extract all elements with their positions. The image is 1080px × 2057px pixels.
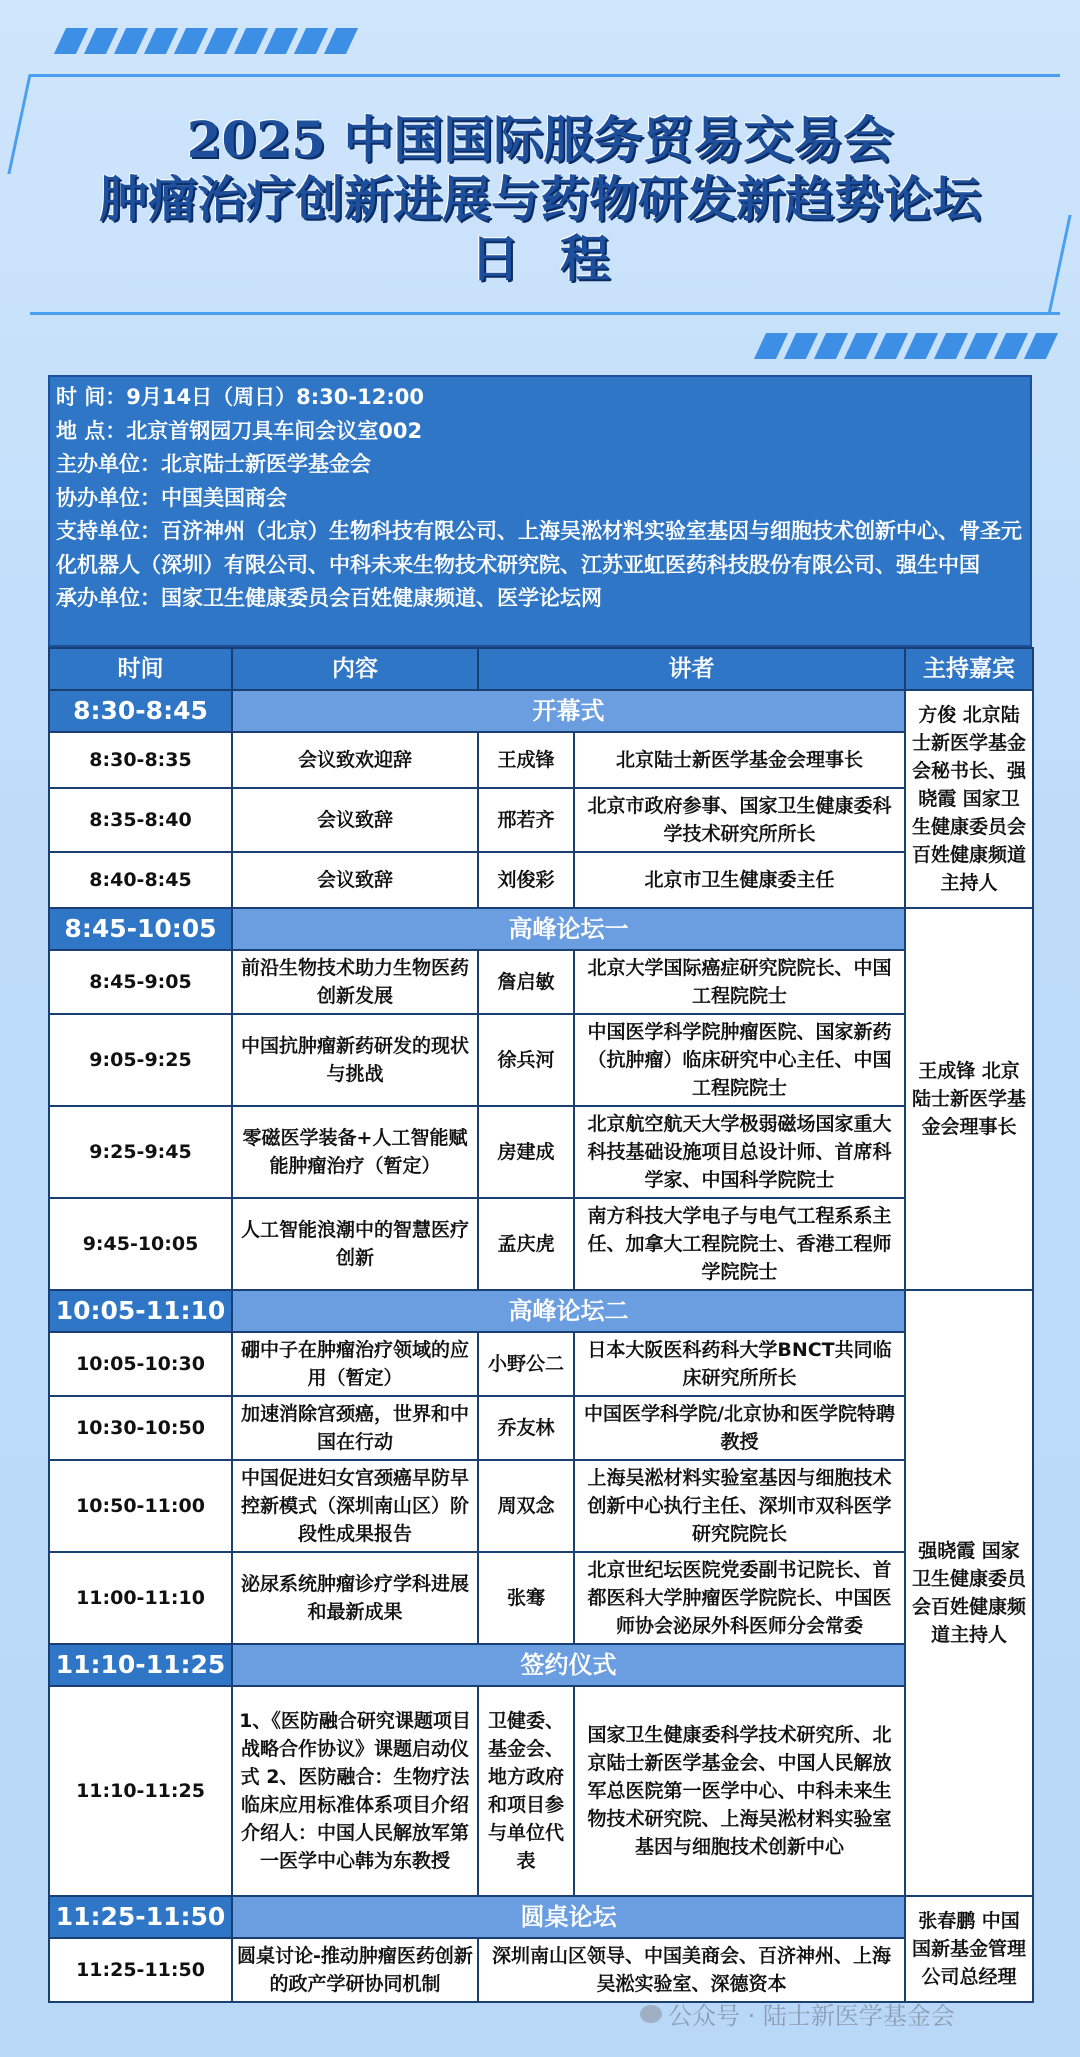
table-row bbox=[49, 1106, 1033, 1198]
frame-line-top bbox=[30, 74, 1060, 77]
row-speaker: 孟庆虎 bbox=[478, 1198, 574, 1290]
watermark-text: 公众号 · 陆士新医学基金会 bbox=[668, 2002, 955, 2030]
section-time: 8:30-8:45 bbox=[49, 690, 232, 732]
row-content: 中国促进妇女宫颈癌早防早控新模式（深圳南山区）阶段性成果报告 bbox=[232, 1460, 478, 1552]
host-cell: 张春鹏 中国国新基金管理公司总经理 bbox=[905, 1896, 1033, 2002]
row-time: 11:00-11:10 bbox=[49, 1552, 232, 1644]
table-row bbox=[49, 1552, 1033, 1644]
row-speaker-title: 日本大阪医科药科大学BNCT共同临床研究所所长 bbox=[574, 1332, 905, 1396]
row-content: 硼中子在肿瘤治疗领域的应用（暂定） bbox=[232, 1332, 478, 1396]
row-speaker: 房建成 bbox=[478, 1106, 574, 1198]
section-row-forum-2 bbox=[49, 1290, 1033, 1332]
section-time: 8:45-10:05 bbox=[49, 908, 232, 950]
host-cell: 方俊 北京陆士新医学基金会秘书长、强晓霞 国家卫生健康委员会百姓健康频道主持人 bbox=[905, 690, 1033, 908]
row-time: 8:35-8:40 bbox=[49, 788, 232, 852]
header-time: 时间 bbox=[49, 648, 232, 690]
section-time: 10:05-11:10 bbox=[49, 1290, 232, 1332]
row-speaker-title: 北京航空航天大学极弱磁场国家重大科技基础设施项目总设计师、首席科学家、中国科学院院士 bbox=[574, 1106, 905, 1198]
row-content: 会议致辞 bbox=[232, 852, 478, 908]
row-speaker: 卫健委、基金会、地方政府和项目参与单位代表 bbox=[478, 1686, 574, 1896]
row-time: 8:30-8:35 bbox=[49, 732, 232, 788]
wechat-icon bbox=[640, 2005, 662, 2023]
info-venue: 地 点：北京首钢园刀具车间会议室002 bbox=[56, 418, 423, 443]
row-speaker-title: 北京大学国际癌症研究院院长、中国工程院院士 bbox=[574, 950, 905, 1014]
decorative-stripes-middle bbox=[760, 333, 1052, 359]
header-speaker: 讲者 bbox=[478, 648, 905, 690]
row-speaker: 徐兵河 bbox=[478, 1014, 574, 1106]
section-row-opening bbox=[49, 690, 1033, 732]
info-supporters: 支持单位：百济神州（北京）生物科技有限公司、上海吴淞材料实验室基因与细胞技术创新中心、骨圣元化机器人（深圳）有限公司、中科未来生物技术研究院、江苏亚虹医药科技股份有限公司、强生中国 bbox=[56, 519, 1022, 577]
section-title: 圆桌论坛 bbox=[232, 1896, 905, 1938]
section-row-forum-1 bbox=[49, 908, 1033, 950]
row-time: 11:25-11:50 bbox=[49, 1938, 232, 2002]
row-content: 圆桌讨论-推动肿瘤医药创新的政产学研协同机制 bbox=[232, 1938, 478, 2002]
row-content: 零磁医学装备+人工智能赋能肿瘤治疗（暂定） bbox=[232, 1106, 478, 1198]
row-speaker-title: 中国医学科学院/北京协和医学院特聘教授 bbox=[574, 1396, 905, 1460]
header-host: 主持嘉宾 bbox=[905, 648, 1033, 690]
row-content: 中国抗肿瘤新药研发的现状与挑战 bbox=[232, 1014, 478, 1106]
section-title: 高峰论坛一 bbox=[232, 908, 905, 950]
host-cell: 强晓霞 国家卫生健康委员会百姓健康频道主持人 bbox=[905, 1290, 1033, 1896]
event-info-panel bbox=[48, 375, 1032, 647]
row-time: 8:40-8:45 bbox=[49, 852, 232, 908]
row-speaker: 刘俊彩 bbox=[478, 852, 574, 908]
row-content: 会议致辞 bbox=[232, 788, 478, 852]
row-speaker: 邢若齐 bbox=[478, 788, 574, 852]
section-row-roundtable bbox=[49, 1896, 1033, 1938]
table-row bbox=[49, 1198, 1033, 1290]
row-time: 10:05-10:30 bbox=[49, 1332, 232, 1396]
section-time: 11:25-11:50 bbox=[49, 1896, 232, 1938]
title-line-3: 日程 bbox=[470, 228, 650, 288]
header-content: 内容 bbox=[232, 648, 478, 690]
row-time: 9:05-9:25 bbox=[49, 1014, 232, 1106]
info-time: 时 间：9月14日（周日）8:30-12:00 bbox=[56, 385, 424, 409]
watermark bbox=[640, 1996, 955, 2031]
section-title: 开幕式 bbox=[232, 690, 905, 732]
row-speaker-title: 北京市政府参事、国家卫生健康委科学技术研究所所长 bbox=[574, 788, 905, 852]
info-organizer: 主办单位：北京陆士新医学基金会 bbox=[56, 452, 371, 476]
row-content: 会议致欢迎辞 bbox=[232, 732, 478, 788]
row-time: 10:50-11:00 bbox=[49, 1460, 232, 1552]
row-speakers-merged: 深圳南山区领导、中国美商会、百济神州、上海吴淞实验室、深德资本 bbox=[478, 1938, 905, 2002]
row-content: 泌尿系统肿瘤诊疗学科进展和最新成果 bbox=[232, 1552, 478, 1644]
row-content: 前沿生物技术助力生物医药创新发展 bbox=[232, 950, 478, 1014]
row-speaker: 小野公二 bbox=[478, 1332, 574, 1396]
table-row bbox=[49, 1460, 1033, 1552]
row-time: 8:45-9:05 bbox=[49, 950, 232, 1014]
host-cell: 王成锋 北京陆士新医学基金会理事长 bbox=[905, 908, 1033, 1290]
title-block bbox=[0, 110, 1080, 289]
row-content: 加速消除宫颈癌，世界和中国在行动 bbox=[232, 1396, 478, 1460]
row-speaker: 周双念 bbox=[478, 1460, 574, 1552]
section-title: 签约仪式 bbox=[232, 1644, 905, 1686]
row-speaker-title: 北京陆士新医学基金会理事长 bbox=[574, 732, 905, 788]
row-time: 10:30-10:50 bbox=[49, 1396, 232, 1460]
row-time: 11:10-11:25 bbox=[49, 1686, 232, 1896]
title-line-1: 2025 中国国际服务贸易交易会 bbox=[186, 110, 894, 169]
frame-line-bottom bbox=[30, 312, 1060, 315]
table-row bbox=[49, 1686, 1033, 1896]
decorative-stripes-top bbox=[60, 28, 352, 54]
row-speaker-title: 北京市卫生健康委主任 bbox=[574, 852, 905, 908]
table-row bbox=[49, 732, 1033, 788]
section-time: 11:10-11:25 bbox=[49, 1644, 232, 1686]
section-row-signing bbox=[49, 1644, 1033, 1686]
title-line-2: 肿瘤治疗创新进展与药物研发新趋势论坛 bbox=[98, 170, 981, 228]
row-speaker: 张骞 bbox=[478, 1552, 574, 1644]
table-row bbox=[49, 1014, 1033, 1106]
table-row bbox=[49, 1332, 1033, 1396]
row-content: 1、《医防融合研究课题项目战略合作协议》课题启动仪式 2、医防融合：生物疗法临床应用标准体系项目介绍 介绍人：中国人民解放军第一医学中心韩为东教授 bbox=[232, 1686, 478, 1896]
schedule-table bbox=[48, 647, 1034, 2003]
info-co-organizer: 协办单位：中国美国商会 bbox=[56, 485, 287, 510]
section-title: 高峰论坛二 bbox=[232, 1290, 905, 1332]
row-speaker: 乔友林 bbox=[478, 1396, 574, 1460]
row-speaker-title: 上海吴淞材料实验室基因与细胞技术创新中心执行主任、深圳市双科医学研究院院长 bbox=[574, 1460, 905, 1552]
row-speaker-title: 南方科技大学电子与电气工程系系主任、加拿大工程院院士、香港工程师学院院士 bbox=[574, 1198, 905, 1290]
table-row bbox=[49, 1396, 1033, 1460]
table-header-row bbox=[49, 648, 1033, 690]
row-speaker-title: 国家卫生健康委科学技术研究所、北京陆士新医学基金会、中国人民解放军总医院第一医学中心、中科未来生物技术研究院、上海吴淞材料实验室基因与细胞技术创新中心 bbox=[574, 1686, 905, 1896]
row-speaker-title: 中国医学科学院肿瘤医院、国家新药（抗肿瘤）临床研究中心主任、中国工程院院士 bbox=[574, 1014, 905, 1106]
table-row bbox=[49, 1938, 1033, 2002]
info-undertaker: 承办单位：国家卫生健康委员会百姓健康频道、医学论坛网 bbox=[56, 586, 602, 610]
table-row bbox=[49, 852, 1033, 908]
row-speaker-title: 北京世纪坛医院党委副书记院长、首都医科大学肿瘤医学院院长、中国医师协会泌尿外科医师分会常委 bbox=[574, 1552, 905, 1644]
row-speaker: 王成锋 bbox=[478, 732, 574, 788]
row-time: 9:45-10:05 bbox=[49, 1198, 232, 1290]
table-row bbox=[49, 950, 1033, 1014]
row-content: 人工智能浪潮中的智慧医疗创新 bbox=[232, 1198, 478, 1290]
row-time: 9:25-9:45 bbox=[49, 1106, 232, 1198]
table-row bbox=[49, 788, 1033, 852]
row-speaker: 詹启敏 bbox=[478, 950, 574, 1014]
